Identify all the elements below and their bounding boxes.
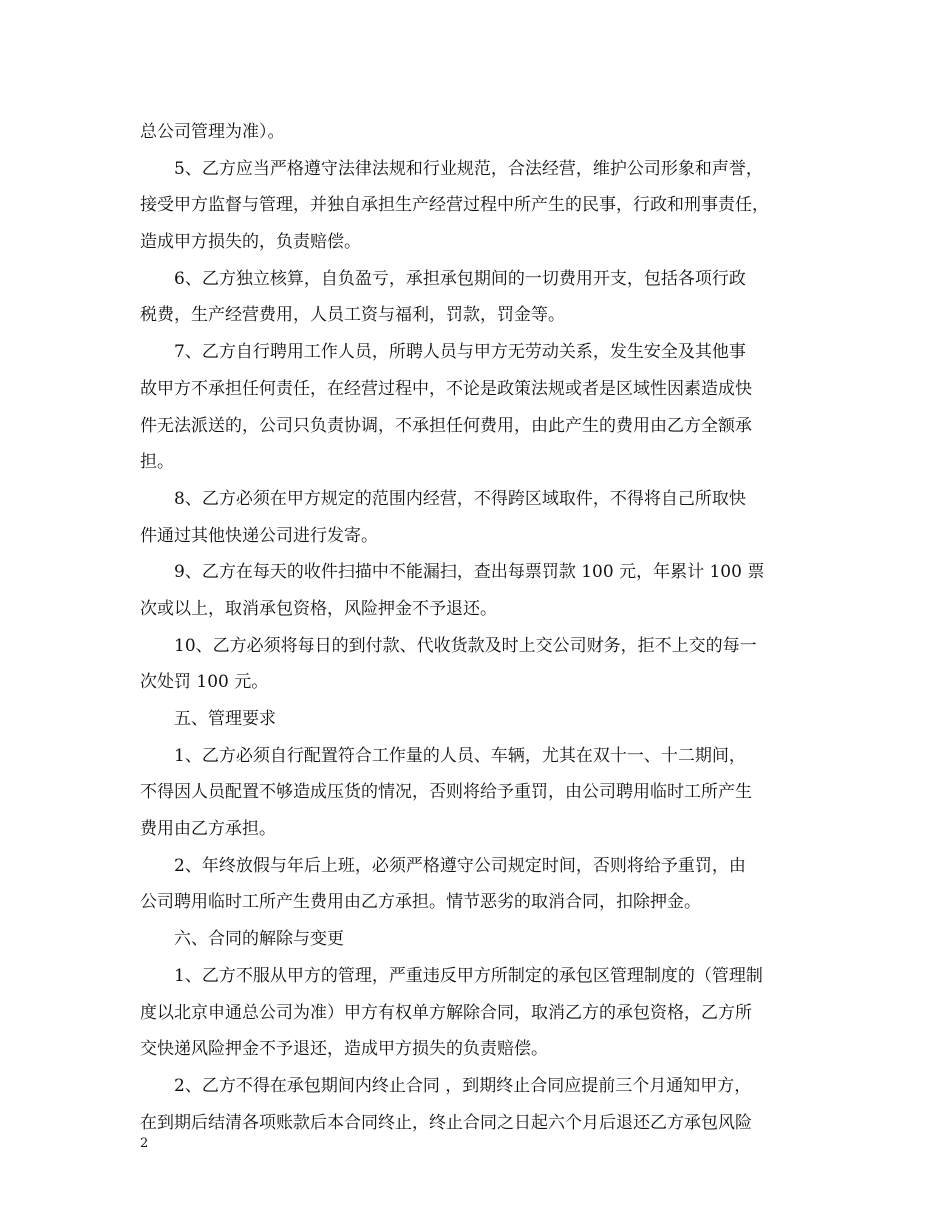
text-line: 1、乙方必须自行配置符合工作量的人员、车辆，尤其在双十一、十二期间， bbox=[174, 745, 746, 766]
text-line: 1、乙方不服从甲方的管理，严重违反甲方所制定的承包区管理制度的（管理制 bbox=[174, 965, 763, 986]
text-line: 费用由乙方承担。 bbox=[140, 819, 276, 840]
text-line: 在到期后结清各项账款后本合同终止，终止合同之日起六个月后退还乙方承包风险 bbox=[140, 1112, 752, 1133]
text-line: 2、乙方不得在承包期间内终止合同 ，到期终止合同应提前三个月通知甲方， bbox=[174, 1075, 752, 1096]
text-line: 公司聘用临时工所产生费用由乙方承担。情节恶劣的取消合同，扣除押金。 bbox=[140, 892, 701, 913]
text-line: 7、乙方自行聘用工作人员，所聘人员与甲方无劳动关系，发生安全及其他事 bbox=[174, 342, 746, 363]
text-line: 交快递风险押金不予退还，造成甲方损失的负责赔偿。 bbox=[140, 1039, 548, 1060]
text-line: 不得因人员配置不够造成压货的情况，否则将给予重罚，由公司聘用临时工所产生 bbox=[140, 782, 752, 803]
text-line: 次处罚 100 元。 bbox=[140, 672, 269, 693]
text-line: 件无法派送的，公司只负责协调，不承担任何费用，由此产生的费用由乙方全额承 bbox=[140, 415, 752, 436]
text-line: 税费，生产经营费用，人员工资与福利，罚款，罚金等。 bbox=[140, 305, 565, 326]
text-line: 次或以上，取消承包资格，风险押金不予退还。 bbox=[140, 598, 497, 619]
document-body bbox=[140, 114, 812, 1141]
text-line: 总公司管理为准）。 bbox=[140, 122, 285, 142]
text-line: 5、乙方应当严格遵守法律法规和行业规范，合法经营，维护公司形象和声誉， bbox=[174, 158, 763, 179]
text-line: 接受甲方监督与管理，并独自承担生产经营过程中所产生的民事，行政和刑事责任， bbox=[140, 195, 769, 216]
text-line: 6、乙方独立核算，自负盈亏，承担承包期间的一切费用开支，包括各项行政 bbox=[174, 268, 746, 289]
text-line: 五、管理要求 bbox=[174, 709, 276, 729]
text-line: 故甲方不承担任何责任，在经营过程中，不论是政策法规或者是区域性因素造成快 bbox=[140, 378, 752, 399]
text-line: 10、乙方必须将每日的到付款、代收货款及时上交公司财务，拒不上交的每一 bbox=[174, 635, 757, 656]
text-line: 六、合同的解除与变更 bbox=[174, 929, 344, 950]
text-line: 9、乙方在每天的收件扫描中不能漏扫，查出每票罚款 100 元，年累计 100 票 bbox=[174, 562, 765, 583]
text-line: 8、乙方必须在甲方规定的范围内经营，不得跨区域取件，不得将自己所取快 bbox=[174, 488, 746, 509]
text-line: 担。 bbox=[140, 452, 174, 473]
page-number: 2 bbox=[140, 1136, 149, 1151]
text-line: 2、年终放假与年后上班，必须严格遵守公司规定时间，否则将给予重罚，由 bbox=[174, 855, 746, 876]
text-line: 件通过其他快递公司进行发寄。 bbox=[140, 525, 378, 546]
text-line: 造成甲方损失的，负责赔偿。 bbox=[140, 232, 361, 253]
text-line: 度以北京申通总公司为准）甲方有权单方解除合同，取消乙方的承包资格，乙方所 bbox=[140, 1002, 752, 1023]
